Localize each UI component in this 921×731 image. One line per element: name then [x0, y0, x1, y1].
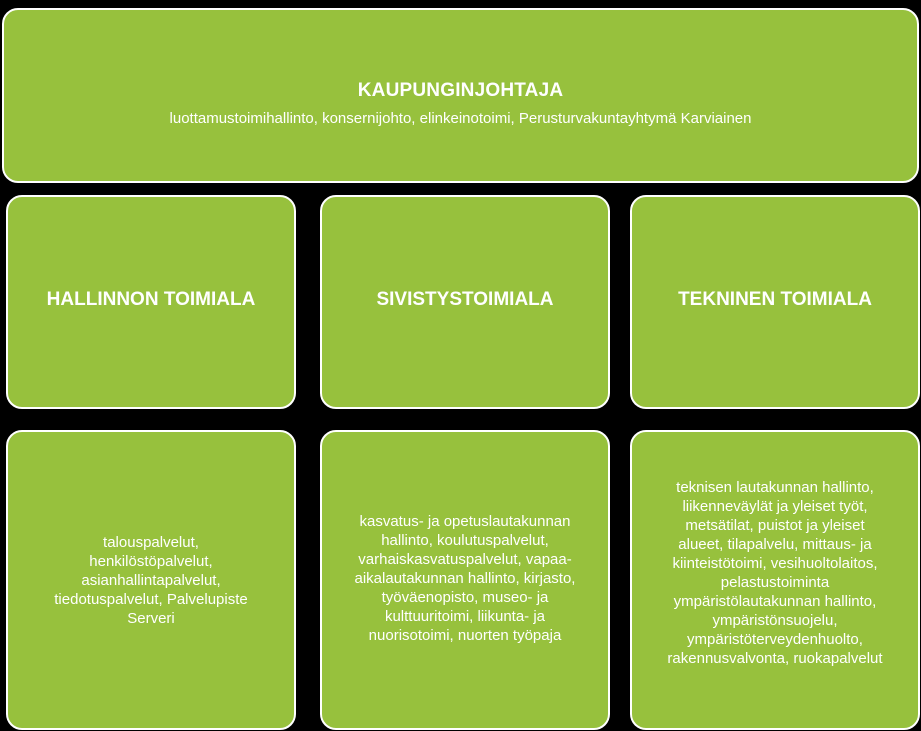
- task-line: tiedotuspalvelut, Palvelupiste: [54, 590, 248, 608]
- department-box-technical: [630, 195, 920, 409]
- task-line: asianhallintapalvelut,: [81, 571, 221, 589]
- task-line: hallinto, koulutuspalvelut,: [381, 532, 549, 549]
- task-line: rakennusvalvonta, ruokapalvelut: [667, 650, 883, 667]
- department-title-education: SIVISTYSTOIMIALA: [376, 289, 554, 310]
- task-line: ympäristölautakunnan hallinto,: [673, 593, 877, 610]
- tasks-box-education: [320, 430, 610, 730]
- mayor-title: KAUPUNGINJOHTAJA: [357, 80, 564, 101]
- mayor-responsibilities: luottamustoimihallinto, konsernijohto, elinkeinotoimi, Perusturvakuntayhtymä Karviainen: [169, 110, 752, 127]
- task-line: ympäristönsuojelu,: [712, 612, 838, 629]
- tasks-box-administration: [6, 430, 296, 730]
- task-line: talouspalvelut,: [103, 533, 199, 551]
- tasks-box-technical: [630, 430, 920, 730]
- department-title-administration: HALLINNON TOIMIALA: [46, 289, 256, 310]
- task-line: ympäristöterveydenhuolto,: [687, 631, 863, 648]
- department-box-education: [320, 195, 610, 409]
- task-line: aikalautakunnan hallinto, kirjasto,: [354, 570, 576, 587]
- task-line: teknisen lautakunnan hallinto,: [676, 479, 874, 496]
- task-line: pelastustoiminta: [720, 574, 830, 591]
- task-line: työväenopisto, museo- ja: [381, 589, 549, 606]
- mayor-box: [2, 8, 919, 183]
- task-line: nuorisotoimi, nuorten työpaja: [368, 627, 562, 644]
- department-box-administration: [6, 195, 296, 409]
- department-title-technical: TEKNINEN TOIMIALA: [678, 289, 872, 310]
- task-line: metsätilat, puistot ja yleiset: [685, 517, 865, 534]
- task-line: kiinteistötoimi, vesihuoltolaitos,: [672, 555, 878, 572]
- task-line: kulttuuritoimi, liikunta- ja: [384, 608, 546, 625]
- task-line: liikenneväylät ja yleiset työt,: [682, 498, 868, 515]
- task-line: alueet, tilapalvelu, mittaus- ja: [678, 536, 872, 553]
- task-line: Serveri: [127, 609, 175, 627]
- task-line: kasvatus- ja opetuslautakunnan: [359, 513, 571, 530]
- task-line: varhaiskasvatuspalvelut, vapaa-: [358, 551, 572, 568]
- task-line: henkilöstöpalvelut,: [89, 552, 213, 570]
